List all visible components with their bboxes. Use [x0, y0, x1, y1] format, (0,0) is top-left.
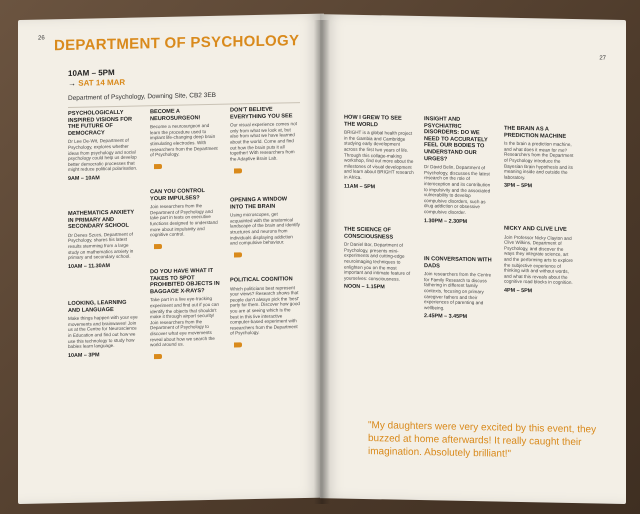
- event-card: [504, 126, 574, 191]
- open-booklet: [18, 20, 630, 504]
- event-date: SAT 14 MAR: [78, 77, 126, 88]
- event-title: BECOME A NEUROSURGEON!: [150, 108, 201, 122]
- page-number-right: 27: [599, 55, 606, 62]
- event-description: BRIGHT is a global health project in the Gambia and Cambridge studying early development across the first two years of life. Through this collage-making workshop, find out more about the milestones of visual development and learn about BRIGHT research in Africa.: [344, 129, 414, 180]
- event-title: DO YOU HAVE WHAT IT TAKES TO SPOT PROHIBITED OBJECTS IN BAGGAGE X-RAYS?: [150, 267, 220, 296]
- event-card: [230, 276, 300, 354]
- event-title: INSIGHT AND PSYCHIATRIC DISORDERS: DO WE NEED TO ACCURATELY FEEL OUR BODIES TO UNDERSTAND OUR URGES?: [424, 116, 488, 163]
- event-description: Make things happen with your eye movements and brainwaves! Join us at the Centre for Neuroscience in Education and find out how we use this technology to study how babies learn language.: [68, 314, 138, 350]
- event-description: Join researchers from the Department of Psychology and take part in tests on executive functions designed to understand more about impulsivity and cognitive control.: [150, 203, 218, 238]
- event-title: LOOKING, LEARNING AND LANGUAGE: [68, 299, 127, 314]
- left-page: [18, 14, 324, 504]
- event-title: THE SCIENCE OF CONSCIOUSNESS: [344, 226, 394, 241]
- event-time: 9AM – 10AM: [68, 175, 100, 182]
- event-time: 4PM – 5PM: [504, 287, 533, 295]
- event-card: [230, 196, 300, 264]
- event-description: Dr David Belin, Department of Psychology, discusses the latest research on the role of interoception and its contribution to impulsivity and the associated vulnerability to develop compulsive disorders, such as drug addiction or obsessive compulsive disorder.: [424, 164, 491, 215]
- testimonial-quote: "My daughters were very excited by this event, they buzzed at home afterwards! It really caught their imagination. Absolutely brilliant!": [368, 420, 597, 460]
- event-time: 11AM – 5PM: [344, 183, 376, 190]
- event-card: [150, 188, 220, 256]
- event-description: Our visual experience comes not only from what we look at, but also from what we have learned about the world. Come and find out how the brain puts it all together! With researchers from the Adaptive Brain Lab.: [230, 121, 297, 162]
- event-title: PSYCHOLOGICALLY INSPIRED VISIONS FOR THE FUTURE OF DEMOCRACY: [68, 109, 133, 137]
- event-description: Dr Daniel Bor, Department of Psychology, presents mini-experiments and cutting-edge neuroimaging techniques to enlighten you on the most important and intimate feature of yourselves: consciousness.: [344, 241, 411, 282]
- event-time: NOON – 1.15PM: [344, 283, 385, 291]
- right-page: [320, 14, 626, 504]
- flag-icon: [154, 354, 162, 359]
- flag-icon: [234, 252, 242, 257]
- event-title: OPENING A WINDOW INTO THE BRAIN: [230, 196, 288, 211]
- time-range: 10AM – 5PM: [68, 67, 115, 78]
- event-description: Join Professor Nicky Clayton and Clive Wilkins, Department of Psychology, and discover the ways they integrate science, art and the performing arts to explore the subjective experience of thinking with and without words, and what this reveals about the cognitive road blocks in cognition.: [504, 234, 573, 286]
- event-time: 10AM – 3PM: [68, 352, 100, 359]
- event-description: Become a neurosurgeon and learn the procedure used to implant life-changing deep brain stimulating electrodes. With researchers from the Department of Psychology.: [150, 123, 218, 158]
- event-time: 1.30PM – 2.30PM: [424, 217, 468, 225]
- event-card: [68, 209, 138, 269]
- event-title: THE BRAIN AS A PREDICTION MACHINE: [504, 125, 567, 140]
- arrow-icon: →: [68, 78, 79, 88]
- event-description: Dr Lee De-Wit, Department of Psychology, explores whether ideas from psychology and social psychology could help us develop better democratic processes that might reduce political polarisation.: [68, 138, 138, 173]
- event-time: 10AM – 11.30AM: [68, 262, 110, 270]
- flag-icon: [234, 343, 242, 348]
- event-description: Is the brain a prediction machine, and what does it mean for me? Researchers from the Department of Psychology introduce the Bayesian Brain hypothesis and its meaning inside and outside the laboratory.: [504, 140, 574, 180]
- event-description: Using microscopes, get acquainted with the anatomical landscape of the brain and identify structures and neurons from individuals displaying addiction and compulsive behaviour.: [230, 211, 300, 246]
- event-title: CAN YOU CONTROL YOUR IMPULSES?: [150, 188, 205, 202]
- event-title: NICKY AND CLIVE LIVE: [504, 225, 567, 233]
- flag-icon: [154, 244, 162, 249]
- event-description: Join researchers from the Centre for Family Research to discuss fathering in different family contexts, focusing on primary caregiver fathers and their experiences of parenting and wellbeing.: [424, 271, 492, 311]
- book-spine: [314, 20, 330, 504]
- event-title: HOW I GREW TO SEE THE WORLD: [344, 114, 402, 128]
- event-description: Which politicians best represent your views? Research shows that people don't always pick the 'best' party for them. Discover how good you are at seeing which is the best in this live interactive computer-based experiment with researchers from the Department of Psychology.: [230, 284, 300, 336]
- event-card: [230, 106, 300, 180]
- event-time: 2.45PM – 3.45PM: [424, 313, 468, 321]
- event-description: Take part in a live eye-tracking experiment and find out if you can identify the objects that shouldn't make it through airport security! Join researchers from the Department of Psychology to discover what eye movements reveal about how we search the world around us.: [150, 296, 219, 348]
- event-card: [424, 116, 494, 225]
- event-card: [68, 109, 138, 181]
- event-title: POLITICAL COGNITION: [230, 276, 293, 284]
- event-card: [68, 299, 138, 358]
- event-card: [344, 227, 414, 292]
- event-title: MATHEMATICS ANXIETY IN PRIMARY AND SECONDARY SCHOOL: [68, 209, 134, 231]
- event-card: [504, 226, 574, 295]
- flag-icon: [234, 168, 242, 173]
- event-card: [150, 108, 220, 176]
- event-title: DON'T BELIEVE EVERYTHING YOU SEE: [230, 106, 293, 121]
- event-card: [424, 256, 494, 321]
- page-title: DEPARTMENT OF PSYCHOLOGY: [54, 32, 300, 55]
- event-time: 3PM – 5PM: [504, 183, 533, 190]
- flag-icon: [154, 164, 162, 169]
- event-card: [344, 115, 414, 191]
- opening-hours: [68, 68, 125, 89]
- event-title: IN CONVERSATION WITH DADS: [424, 256, 492, 270]
- event-description: Dr Denes Szucs, Department of Psychology, shares his latest results stemming from a large study on mathematics anxiety in primary and secondary school.: [68, 231, 134, 261]
- event-card: [150, 268, 220, 366]
- page-number-left: 26: [38, 35, 45, 42]
- venue: Department of Psychology, Downing Site, CB2 3EB: [68, 91, 217, 102]
